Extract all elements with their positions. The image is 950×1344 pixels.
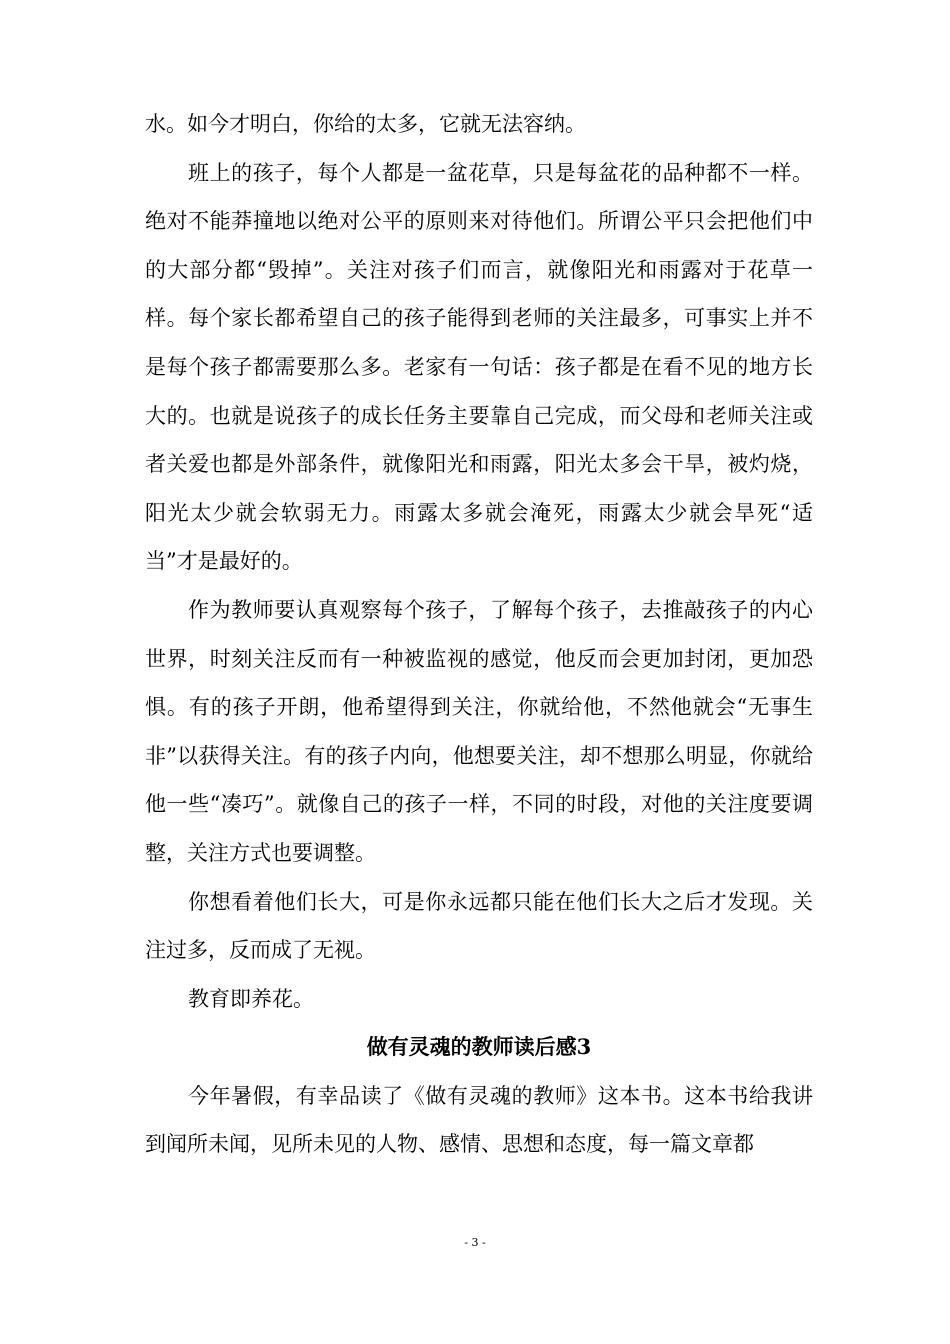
page-number: - 3 - bbox=[464, 1236, 486, 1249]
paragraph-flowers: 班上的孩子，每个人都是一盆花草，只是每盆花的品种都不一样。绝对不能莽撞地以绝对公平的原则来对待他们。所谓公平只会把他们中的大部分都“毁掉”。关注对孩子们而言，就像阳光和雨露对于花草一样。每个家长都希望自己的孩子能得到老师的关注最多，可事实上并不是每个孩子都需要那么多。老家有一句话：孩子都是在看不见的地方长大的。也就是说孩子的成长任务主要靠自己完成，而父母和老师关注或者关爱也都是外部条件，就像阳光和雨露，阳光太多会干旱，被灼烧，阳光太少就会软弱无力。雨露太多就会淹死，雨露太少就会旱死“适当”才是最好的。 bbox=[145, 160, 813, 574]
section-title: 做有灵魂的教师读后感3 bbox=[366, 1034, 592, 1060]
paragraph-teacher-observe: 作为教师要认真观察每个孩子，了解每个孩子，去推敲孩子的内心世界，时刻关注反而有一种被监视的感觉，他反而会更加封闭，更加恐惧。有的孩子开朗，他希望得到关注，你就给他，不然他就会“无事生非”以获得关注。有的孩子内向，他想要关注，却不想那么明显，你就给他一些“凑巧”。就像自己的孩子一样，不同的时段，对他的关注度要调整，关注方式也要调整。 bbox=[145, 597, 813, 865]
paragraph-summer-reading: 今年暑假，有幸品读了《做有灵魂的教师》这本书。这本书给我讲到闻所未闻，见所未见的人物、感情、思想和态度，每一篇文章都 bbox=[145, 1083, 813, 1157]
document-body bbox=[145, 100, 813, 1169]
paragraph-education-gardening: 教育即养花。 bbox=[188, 986, 314, 1011]
paragraph-continuation: 水。如今才明白，你给的太多，它就无法容纳。 bbox=[145, 112, 586, 136]
paragraph-watch-grow: 你想看着他们长大，可是你永远都只能在他们长大之后才发现。关注过多，反而成了无视。 bbox=[145, 889, 813, 963]
